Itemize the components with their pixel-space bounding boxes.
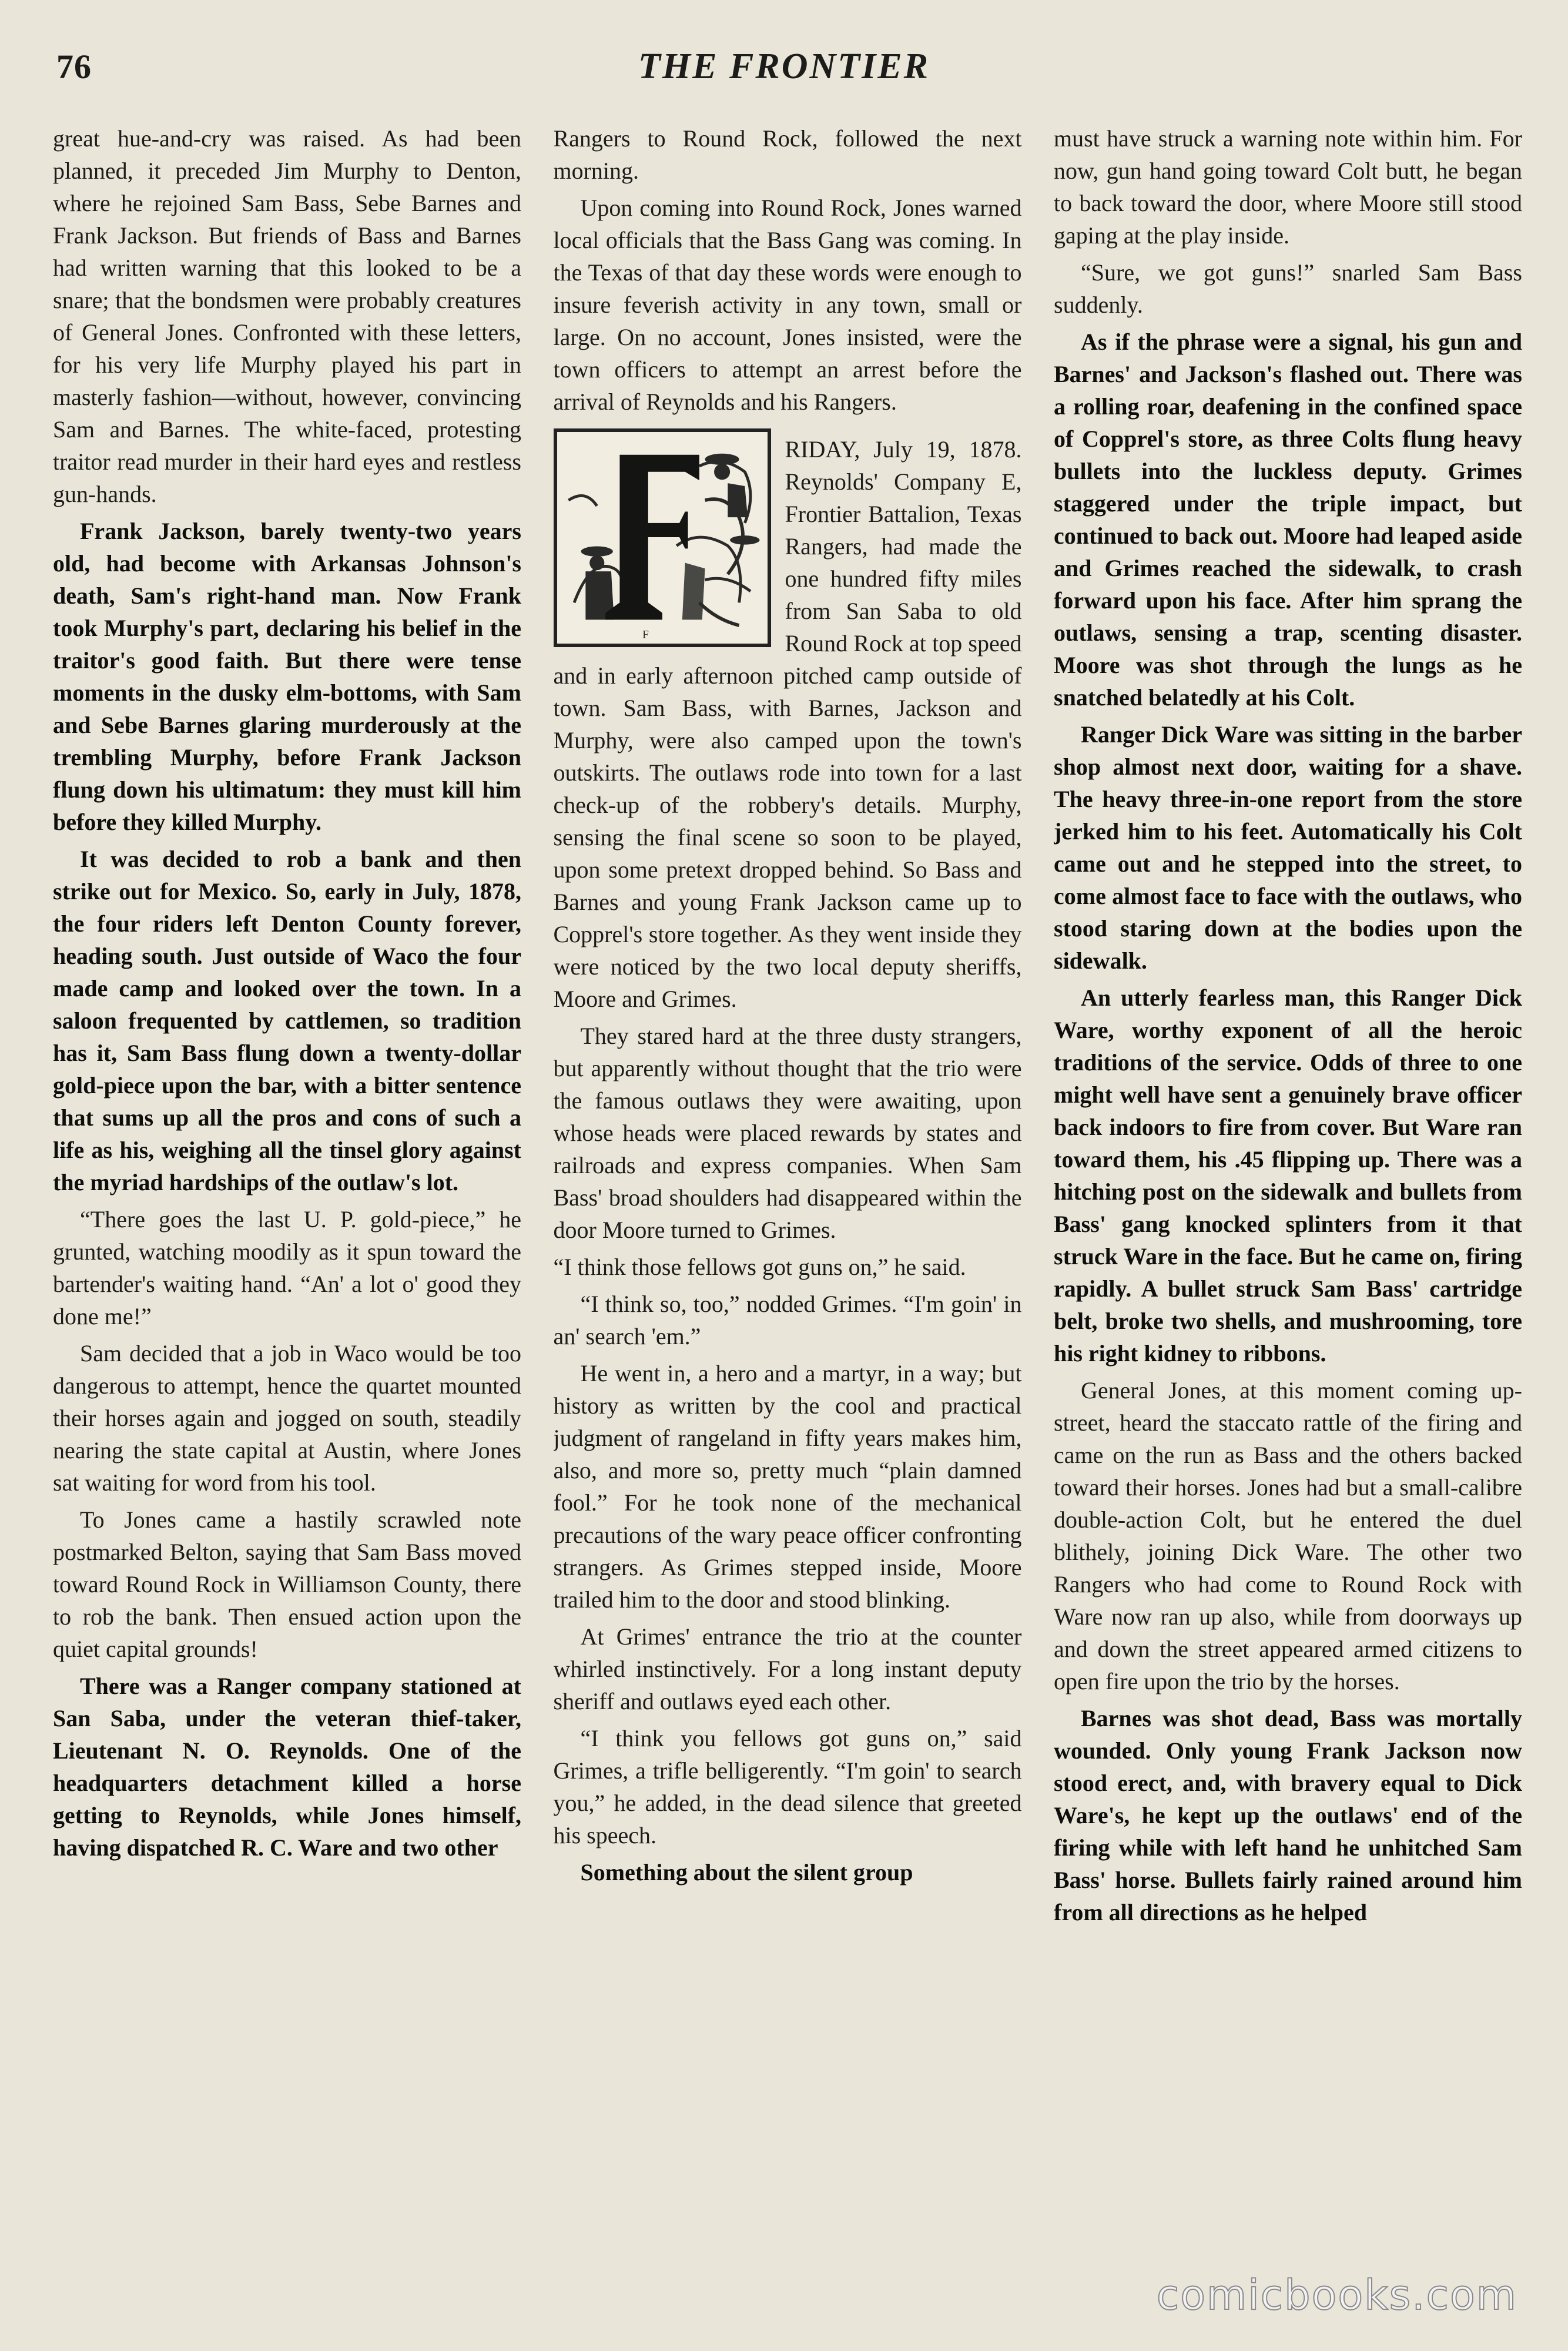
paragraph: RIDAY, July 19, 1878. Reynolds' Company E, Frontier Battalion, Texas Rangers, had made the one hundred fifty miles from San Saba to old Round Rock at top speed and in early afternoon pitched camp outside of town. Sam Bass, with Barnes, Jackson and Murphy, were also camped upon the town's outskirts. The outlaws rode into town for a last check-up of the robbery's details. Murphy, sensing the final scene so soon to be played, upon some pretext dropped behind. So Bass and Barnes and young Frank Jackson came up to Copprel's store together. As they went inside they were noticed by the two local deputy sheriffs, Moore and Grimes. <box>553 436 1022 1012</box>
paragraph: “I think you fellows got guns on,” said Grimes, a trifle belligerently. “I'm goin' to search you,” he added, in the dead silence that greeted his speech. <box>553 1725 1022 1848</box>
paragraph: great hue-and-cry was raised. As had been planned, it preceded Jim Murphy to Denton, where he rejoined Sam Bass, Sebe Barnes and Frank Jackson. But friends of Bass and Barnes had written warning that this looked to be a snare; that the bondsmen were probably creatures of General Jones. Confronted with these letters, for his very life Murphy played his part in masterly fashion—without, however, convincing Sam and Barnes. The white-faced, protesting traitor read murder in their hard eyes and restless gun-hands. <box>53 125 521 507</box>
column-1 <box>53 122 521 2244</box>
paragraph: At Grimes' entrance the trio at the counter whirled instinctively. For a long instant deputy sheriff and outlaws eyed each other. <box>553 1623 1022 1714</box>
running-title: THE FRONTIER <box>638 46 930 86</box>
drop-cap-illustration <box>554 428 771 647</box>
paragraph: An utterly fearless man, this Ranger Dick Ware, worthy exponent of all the heroic traditions of the service. Odds of three to one might well have sent a genuinely brave officer back indoors to fire from cover. But Ware ran toward them, his .45 flipping up. There was a hitching post on the sidewalk and bullets from Bass' gang knocked splinters from it that struck Ware in the face. But he came on, firing rapidly. A bullet struck Sam Bass' cartridge belt, broke two shells, and mushrooming, tore his right kidney to ribbons. <box>1054 984 1522 1367</box>
paragraph: Frank Jackson, barely twenty-two years old, had become with Arkansas Johnson's death, Sam's right-hand man. Now Frank took Murphy's part, declaring his belief in the traitor's good faith. But there were tense moments in the dusky elm-bottoms, with Sam and Sebe Barnes glaring murderously at the trembling Murphy, before Frank Jackson flung down his ultimatum: they must kill him before they killed Murphy. <box>53 518 521 835</box>
page-header <box>0 24 1568 100</box>
paragraph: “I think so, too,” nodded Grimes. “I'm goin' in an' search 'em.” <box>553 1291 1022 1349</box>
paragraph: They stared hard at the three dusty strangers, but apparently without thought that the trio were the famous outlaws they were awaiting, upon whose heads were placed rewards by states and railroads and express companies. When Sam Bass' broad shoulders had disappeared within the door Moore turned to Grimes. <box>553 1023 1022 1243</box>
drop-cap-ornament: F <box>642 628 649 641</box>
paragraph: Sam decided that a job in Waco would be too dangerous to attempt, hence the quartet mounted their horses again and jogged on south, steadily nearing the state capital at Austin, where Jones sat waiting for word from his tool. <box>53 1340 521 1496</box>
paragraph: Something about the silent group <box>580 1859 913 1886</box>
paragraph: “There goes the last U. P. gold-piece,” he grunted, watching moodily as it spun toward the bartender's waiting hand. “An' a lot o' good they done me!” <box>53 1206 521 1329</box>
drop-cap-cowboys-icon <box>557 432 768 644</box>
paragraph: “Sure, we got guns!” snarled Sam Bass suddenly. <box>1054 259 1522 318</box>
paragraph: Ranger Dick Ware was sitting in the barber shop almost next door, waiting for a shave. The heavy three-in-one report from the store jerked him to his feet. Automatically his Colt came out and he stepped into the street, to come almost face to face with the outlaws, who stood staring down at the bodies upon the sidewalk. <box>1054 721 1522 974</box>
paragraph: As if the phrase were a signal, his gun and Barnes' and Jackson's flashed out. There was a rolling roar, deafening in the confined space of Copprel's store, as three Colts flung heavy bullets into the luckless deputy. Grimes staggered under the triple impact, but continued to back out. Moore had leaped aside and Grimes reached the sidewalk, to crash forward upon his face. After him sprang the outlaws, sensing a trap, scenting disaster. Moore was shot through the lungs as he snatched belatedly at his Colt. <box>1054 329 1522 711</box>
column-3 <box>1054 122 1522 2244</box>
paragraph: must have struck a warning note within him. For now, gun hand going toward Colt butt, he began to back toward the door, where Moore still stood gaping at the play inside. <box>1054 125 1522 249</box>
paragraph: “I think those fellows got guns on,” he said. <box>553 1254 966 1280</box>
article-columns <box>53 122 1522 2244</box>
paragraph: Barnes was shot dead, Bass was mortally wounded. Only young Frank Jackson now stood erect, and, with bravery equal to Dick Ware's, he kept up the outlaws' end of the firing while with left hand he unhitched Sam Bass' horse. Bullets fairly rained around him from all directions as he helped <box>1054 1705 1522 1925</box>
paragraph: Rangers to Round Rock, followed the next morning. <box>553 125 1022 184</box>
paragraph: General Jones, at this moment coming up-street, heard the staccato rattle of the firing and came on the run as Bass and the others backed toward their horses. Jones had but a small-calibre double-action Colt, but he entered the duel blithely, joining Dick Ware. The other two Rangers who had come to Round Rock with Ware now ran up also, while from doorways up and down the street appeared armed citizens to open fire upon the trio by the horses. <box>1054 1377 1522 1694</box>
paragraph: It was decided to rob a bank and then strike out for Mexico. So, early in July, 1878, the four riders left Denton County forever, heading south. Just outside of Waco the four made camp and looked over the town. In a saloon frequented by cattlemen, so tradition has it, Sam Bass flung down a twenty-dollar gold-piece upon the bar, with a bitter sentence that sums up all the pros and cons of such a life as his, weighing all the tinsel glory against the myriad hardships of the outlaw's lot. <box>53 846 521 1195</box>
paragraph: To Jones came a hastily scrawled note postmarked Belton, saying that Sam Bass moved toward Round Rock in Williamson County, there to rob the bank. Then ensued action upon the quiet capital grounds! <box>53 1506 521 1662</box>
paragraph: He went in, a hero and a martyr, in a way; but history as written by the cool and practical judgment of rangeland in fifty years makes him, also, and more so, pretty much “plain damned fool.” For he took none of the mechanical precautions of the wary peace officer confronting strangers. As Grimes stepped inside, Moore trailed him to the door and stood blinking. <box>553 1360 1022 1613</box>
column-2 <box>554 122 1022 2244</box>
paragraph: Upon coming into Round Rock, Jones warned local officials that the Bass Gang was coming. In the Texas of that day these words were enough to insure feverish activity in any town, small or large. On no account, Jones insisted, were the town officers to attempt an arrest before the arrival of Reynolds and his Rangers. <box>553 195 1022 415</box>
page-number: 76 <box>56 48 92 86</box>
site-watermark: comicbooks.com <box>1156 2271 1517 2319</box>
paragraph: There was a Ranger company stationed at San Saba, under the veteran thief-taker, Lieutenant N. O. Reynolds. One of the headquarters detachment killed a horse getting to Reynolds, while Jones himself, having dispatched R. C. Ware and two other <box>53 1673 521 1861</box>
